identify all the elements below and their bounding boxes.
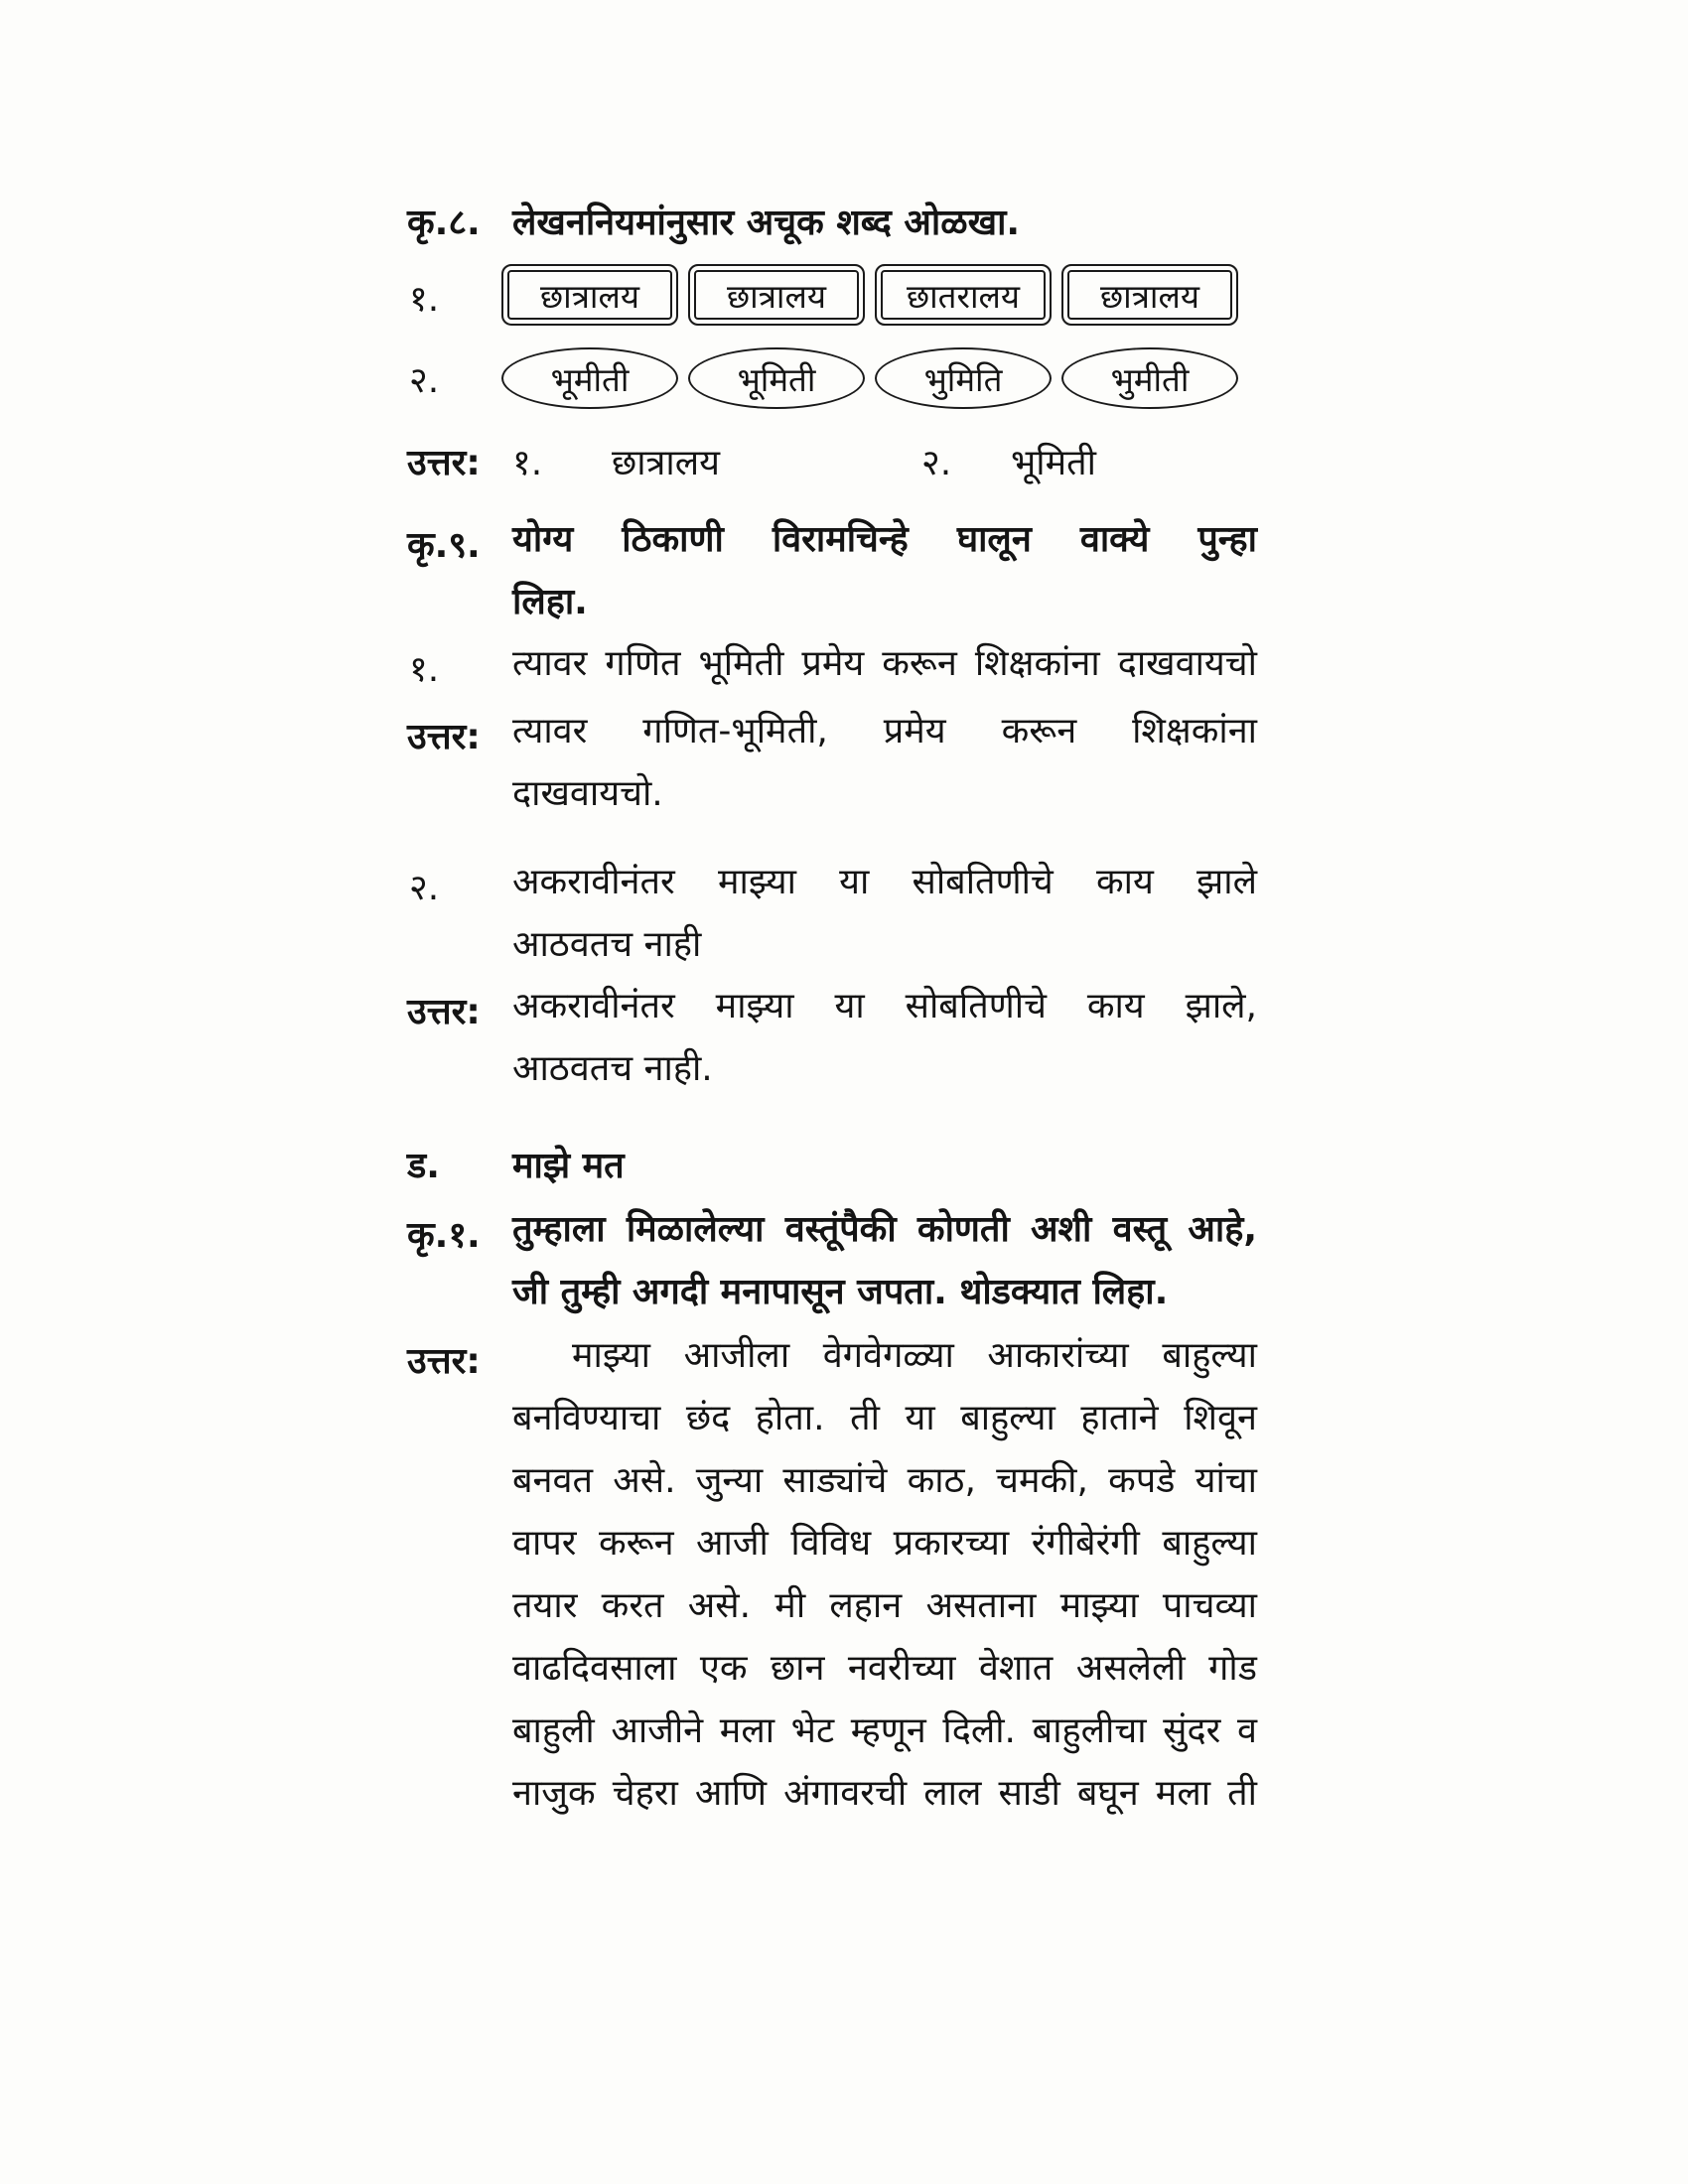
q8-answer1-num: १. [512,443,543,483]
q1-answer-line-3: बनवत असे. जुन्या साड्यांचे काठ, चमकी, कपडे यांचा [512,1460,1257,1501]
q8-answer2: भूमिती [1011,443,1097,483]
q8-number: कृ.८. [407,203,481,243]
q1-answer-label: उत्तर: [407,1341,481,1382]
q8-heading [407,197,1020,245]
q9-number: कृ.९. [407,525,481,566]
q1-number: कृ.१. [407,1215,481,1256]
q8-row1-option-3: छातरालय [875,264,1052,326]
q9-item1-num: १. [409,649,440,690]
q9-item2-line2: आठवतच नाही [512,924,702,965]
q8-row2-option-2: भूमिती [688,347,865,409]
q9-answer1-line2: दाखवायचो. [512,773,663,814]
q1-title-line2: जी तुम्ही अगदी मनापासून जपता. थोडक्यात लिहा. [512,1272,1169,1312]
q8-row2-option-4: भुमीती [1061,347,1238,409]
section-d-heading [407,1140,625,1188]
q9-item2-line1: अकरावीनंतर माझ्या या सोबतिणीचे काय झाले [512,862,1257,902]
q1-answer-line-5: तयार करत असे. मी लहान असताना माझ्या पाचव्या [512,1585,1257,1626]
q1-answer-line-7: बाहुली आजीने मला भेट म्हणून दिली. बाहुलीचा सुंदर व [512,1710,1257,1751]
q9-answer2-line1: अकरावीनंतर माझ्या या सोबतिणीचे काय झाले, [512,986,1257,1026]
q8-row2-label: २. [409,360,440,401]
q8-answer1: छात्रालय [612,443,721,483]
q1-answer-line-6: वाढदिवसाला एक छान नवरीच्या वेशात असलेली गोड [512,1648,1257,1689]
q9-answer1-label: उत्तर: [407,717,481,757]
q8-row2-option-1: भूमीती [501,347,678,409]
q8-answer-label: उत्तर: [407,443,481,483]
q8-row1-label: १. [409,279,440,320]
q9-title-line1: योग्य ठिकाणी विरामचिन्हे घालून वाक्ये पुन्हा [512,519,1257,560]
q1-answer-line-1: माझ्या आजीला वेगवेगळ्या आकारांच्या बाहुल्या [572,1335,1257,1376]
q8-answer [407,437,1096,485]
q9-item1: त्यावर गणित भूमिती प्रमेय करून शिक्षकांना दाखवायचो [512,643,1257,684]
q1-title-line1: तुम्हाला मिळालेल्या वस्तूंपैकी कोणती अशी वस्तू आहे, [512,1209,1257,1250]
section-d-letter: ड. [407,1146,440,1186]
q8-row1-option-1: छात्रालय [501,264,678,326]
q8-row1-option-2: छात्रालय [688,264,865,326]
q9-answer1-line1: त्यावर गणित-भूमिती, प्रमेय करून शिक्षकांना [512,711,1257,751]
q1-answer-line-8: नाजुक चेहरा आणि अंगावरची लाल साडी बघून मला ती [512,1773,1257,1814]
q8-row2-option-3: भुमिति [875,347,1052,409]
q8-title: लेखननियमांनुसार अचूक शब्द ओळखा. [512,203,1021,243]
section-d-title: माझे मत [512,1146,625,1186]
q9-answer2-line2: आठवतच नाही. [512,1048,713,1089]
q1-answer-line-4: वापर करून आजी विविध प्रकारच्या रंगीबेरंगी बाहुल्या [512,1523,1257,1564]
q9-item2-num: २. [409,868,440,908]
q8-row1-option-4: छात्रालय [1061,264,1238,326]
q1-answer-line-2: बनविण्याचा छंद होता. ती या बाहुल्या हाताने शिवून [512,1398,1257,1438]
q9-title-line2: लिहा. [512,582,588,622]
q8-answer2-num: २. [921,443,952,483]
q9-answer2-label: उत्तर: [407,992,481,1032]
